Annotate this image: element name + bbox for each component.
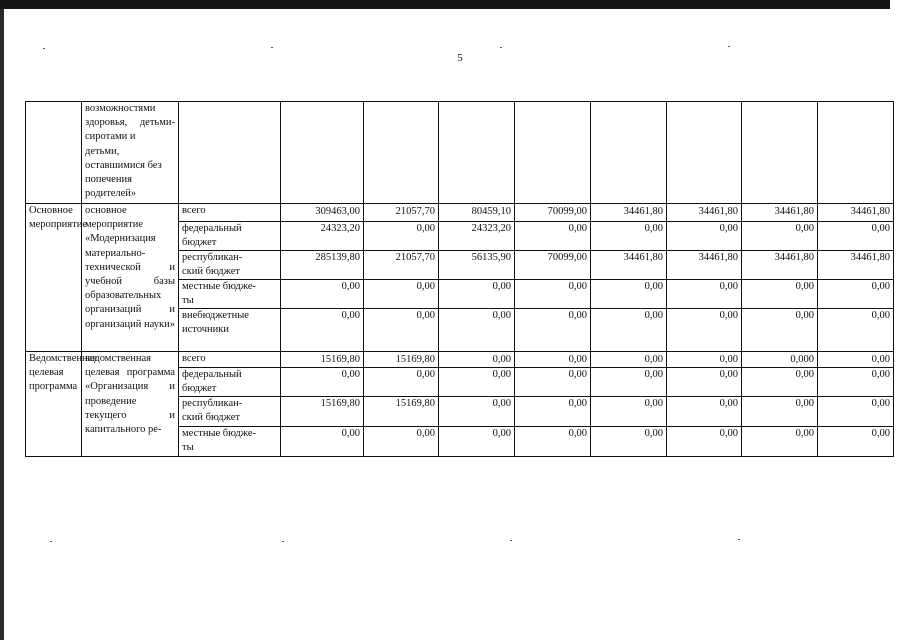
funding-source: всего	[182, 353, 206, 364]
amount-cell: 0,00	[591, 309, 667, 352]
funding-source-cell	[179, 427, 281, 457]
amount-cell: 0,00	[515, 427, 591, 457]
scan-speck	[500, 47, 502, 48]
amount-cell: 0,00	[364, 368, 439, 397]
amount-cell: 21057,70	[364, 251, 439, 280]
amount-cell: 0,00	[281, 280, 364, 309]
amount-cell: 0,00	[515, 280, 591, 309]
amount-cell: 0,00	[439, 397, 515, 427]
scan-speck	[271, 47, 273, 48]
funding-source: федеральный бюджет	[182, 369, 242, 394]
funding-source: внебюджетные источники	[182, 310, 249, 335]
amount-cell: 0,00	[281, 427, 364, 457]
continuation-value-cell	[742, 102, 818, 204]
amount-cell: 0,00	[591, 368, 667, 397]
amount-cell: 0,00	[515, 309, 591, 352]
amount-cell: 24323,20	[439, 222, 515, 251]
amount-cell: 34461,80	[742, 251, 818, 280]
funding-source: республикан- ский бюджет	[182, 398, 243, 423]
amount-cell: 0,00	[667, 397, 742, 427]
funding-source: местные бюдже- ты	[182, 428, 257, 453]
amount-cell: 34461,80	[818, 251, 894, 280]
amount-cell: 0,00	[818, 368, 894, 397]
funding-source: всего	[182, 205, 206, 216]
scan-speck	[510, 540, 512, 541]
scan-edge-top	[0, 0, 905, 9]
amount-cell: 0,00	[742, 427, 818, 457]
continuation-description-cell	[82, 102, 179, 204]
amount-cell: 0,00	[818, 352, 894, 368]
amount-cell: 0,00	[591, 427, 667, 457]
continuation-value-cell	[439, 102, 515, 204]
continuation-name-cell	[26, 102, 82, 204]
amount-cell: 0,00	[439, 427, 515, 457]
activity-description: ведомственная целевая программа «Организация и проведение текущего и капитального ре-	[85, 353, 175, 436]
funding-source-cell	[179, 368, 281, 397]
funding-source: федеральный бюджет	[182, 223, 242, 248]
continuation-value-cell	[667, 102, 742, 204]
activity-type: Основное мероприятие	[29, 205, 87, 231]
scan-speck	[50, 541, 52, 542]
amount-cell: 0,00	[591, 352, 667, 368]
amount-cell: 0,00	[364, 427, 439, 457]
activity-type: Ведомственная целевая программа	[29, 353, 98, 393]
amount-cell: 0,00	[515, 397, 591, 427]
continuation-value-cell	[364, 102, 439, 204]
scan-speck	[728, 46, 730, 47]
amount-cell: 34461,80	[591, 251, 667, 280]
continuation-value-cell	[591, 102, 667, 204]
page-number: 5	[457, 52, 463, 64]
amount-cell: 0,00	[742, 309, 818, 352]
amount-cell: 0,00	[667, 280, 742, 309]
funding-source-cell	[179, 397, 281, 427]
amount-cell: 0,00	[364, 222, 439, 251]
amount-cell: 70099,00	[515, 204, 591, 222]
amount-cell: 0,00	[742, 368, 818, 397]
funding-source: республикан- ский бюджет	[182, 252, 243, 277]
amount-cell: 0,00	[742, 280, 818, 309]
funding-source: местные бюдже- ты	[182, 281, 257, 306]
scan-speck	[282, 541, 284, 542]
amount-cell: 0,00	[818, 222, 894, 251]
amount-cell: 0,00	[439, 280, 515, 309]
amount-cell: 15169,80	[281, 397, 364, 427]
funding-source-cell	[179, 309, 281, 352]
amount-cell: 0,00	[591, 397, 667, 427]
amount-cell: 15169,80	[281, 352, 364, 368]
amount-cell: 0,00	[667, 222, 742, 251]
funding-source-cell	[179, 352, 281, 368]
continuation-description: возможностями здоровья, детьми-сиротами и детьми, оставшимися без попечения родителей»	[85, 103, 175, 200]
amount-cell: 0,000	[742, 352, 818, 368]
amount-cell: 0,00	[667, 352, 742, 368]
amount-cell: 80459,10	[439, 204, 515, 222]
amount-cell: 0,00	[364, 309, 439, 352]
continuation-value-cell	[818, 102, 894, 204]
activity-description-cell	[82, 204, 179, 352]
amount-cell: 0,00	[591, 280, 667, 309]
activity-type-cell	[26, 352, 98, 457]
amount-cell: 0,00	[818, 280, 894, 309]
amount-cell: 0,00	[667, 427, 742, 457]
amount-cell: 0,00	[742, 397, 818, 427]
amount-cell: 285139,80	[281, 251, 364, 280]
budget-row	[26, 352, 894, 368]
scan-edge-left	[0, 9, 4, 640]
amount-cell: 70099,00	[515, 251, 591, 280]
funding-source-cell	[179, 251, 281, 280]
activity-type-cell	[26, 204, 87, 352]
funding-table-body	[26, 102, 894, 457]
amount-cell: 0,00	[439, 309, 515, 352]
amount-cell: 0,00	[742, 222, 818, 251]
amount-cell: 0,00	[281, 368, 364, 397]
amount-cell: 0,00	[515, 352, 591, 368]
amount-cell: 0,00	[818, 427, 894, 457]
amount-cell: 56135,90	[439, 251, 515, 280]
funding-table	[25, 101, 894, 457]
amount-cell: 0,00	[818, 309, 894, 352]
continuation-row	[26, 102, 894, 204]
activity-description: основное мероприятие «Модернизация материально-технической и учебной базы образовательных организаций и организаций науки»	[85, 205, 175, 330]
continuation-value-cell	[281, 102, 364, 204]
funding-source-cell	[179, 222, 281, 251]
funding-source-cell	[179, 280, 281, 309]
amount-cell: 0,00	[667, 309, 742, 352]
amount-cell: 34461,80	[667, 251, 742, 280]
amount-cell: 0,00	[818, 397, 894, 427]
scan-speck	[738, 539, 740, 540]
amount-cell: 34461,80	[742, 204, 818, 222]
amount-cell: 0,00	[515, 368, 591, 397]
activity-description-cell	[82, 352, 179, 457]
amount-cell: 0,00	[591, 222, 667, 251]
amount-cell: 15169,80	[364, 352, 439, 368]
budget-row	[26, 204, 894, 222]
amount-cell: 21057,70	[364, 204, 439, 222]
continuation-value-cell	[515, 102, 591, 204]
funding-source-cell	[179, 204, 281, 222]
amount-cell: 34461,80	[818, 204, 894, 222]
continuation-source-cell	[179, 102, 281, 204]
amount-cell: 34461,80	[591, 204, 667, 222]
amount-cell: 34461,80	[667, 204, 742, 222]
amount-cell: 0,00	[515, 222, 591, 251]
amount-cell: 15169,80	[364, 397, 439, 427]
amount-cell: 24323,20	[281, 222, 364, 251]
scan-speck	[43, 48, 45, 49]
amount-cell: 0,00	[364, 280, 439, 309]
amount-cell: 0,00	[667, 368, 742, 397]
amount-cell: 309463,00	[281, 204, 364, 222]
amount-cell: 0,00	[439, 368, 515, 397]
amount-cell: 0,00	[281, 309, 364, 352]
amount-cell: 0,00	[439, 352, 515, 368]
